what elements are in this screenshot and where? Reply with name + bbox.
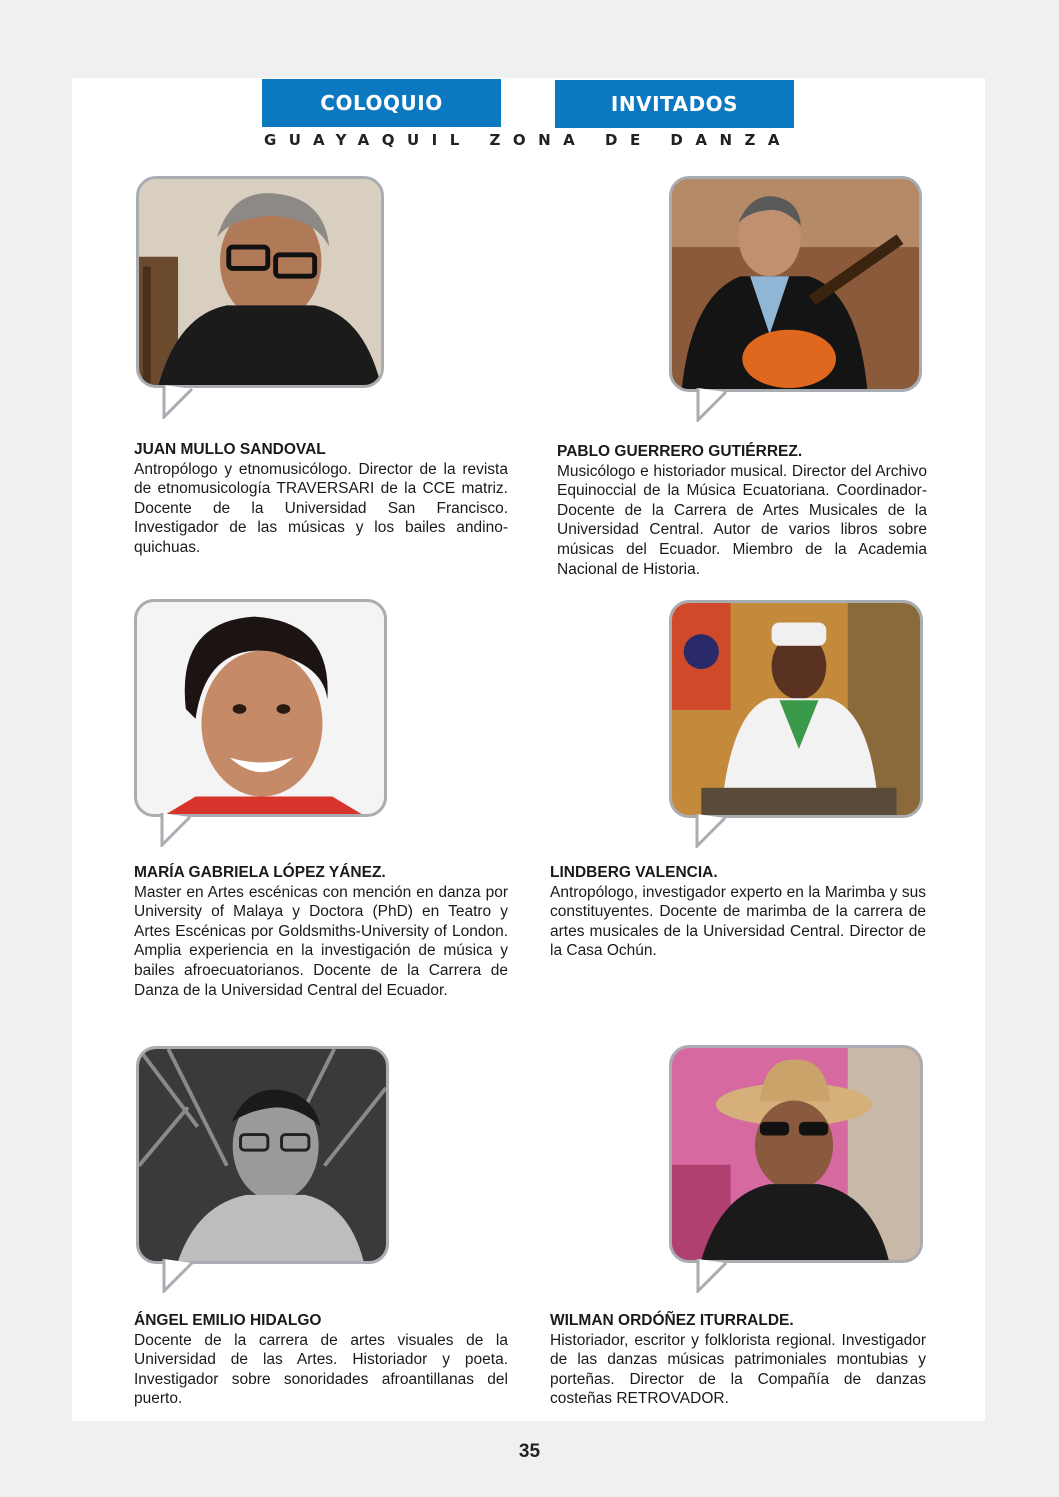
speech-tail [162,385,194,419]
guest-name: JUAN MULLO SANDOVAL [134,441,326,458]
bio-lindberg-valencia [550,863,926,961]
event-subtitle: GUAYAQUIL ZONA DE DANZA [263,131,793,149]
guest-name: WILMAN ORDÓÑEZ ITURRALDE. [550,1312,794,1329]
guest-bio: Musicólogo e historiador musical. Director del Archivo Equinoccial de la Música Ecuatoriana. Coordinador-Docente de la Carrera de Artes Musicales de la Universidad Central. Autor de varios libros sobre músicas del Ecuador. Miembro de la Academia Nacional de Historia. [557,462,927,578]
invitados-tag: INVITADOS [555,80,794,128]
photo-wilman-ordonez [669,1045,923,1263]
speech-tail [695,814,727,848]
guest-bio: Antropólogo y etnomusicólogo. Director de la revista de etnomusicología TRAVERSARI de la CCE matriz. Docente de la Universidad San Francisco. Investigador de las músicas y los bailes andino-quichuas. [134,460,508,556]
bio-juan-mullo [134,440,508,558]
bio-pablo-guerrero [557,442,927,579]
guest-bio: Antropólogo, investigador experto en la Marimba y sus constituyentes. Docente de marimba de la carrera de artes musicales de la Universidad Central. Director de la Casa Ochún. [550,883,926,960]
page-number: 35 [518,1441,541,1462]
guest-bio: Historiador, escritor y folklorista regional. Investigador de las danzas músicas patrimoniales montubias y porteñas. Director de la Compañía de danzas costeñas RETROVADOR. [550,1331,926,1408]
coloquio-tag: COLOQUIO [262,79,501,127]
guest-bio: Master en Artes escénicas con mención en danza por University of Malaya y Doctora (PhD) en Teatro y Artes Escénicas por Goldsmiths-University of London. Amplia experiencia en la investigación de música y bailes afroecuatorianos. Docente de la Carrera de Danza de la Universidad Central del Ecuador. [134,883,508,999]
photo-maria-gabriela [134,599,387,817]
photo-juan-mullo [136,176,384,388]
photo-angel-emilio [136,1046,389,1264]
bio-wilman-ordonez [550,1311,926,1409]
guest-name: ÁNGEL EMILIO HIDALGO [134,1312,322,1329]
bio-angel-emilio [134,1311,508,1409]
photo-pablo-guerrero [669,176,922,392]
speech-tail [696,388,728,422]
speech-tail [160,813,192,847]
guest-bio: Docente de la carrera de artes visuales de la Universidad de las Artes. Historiador y poeta. Investigador sobre sonoridades afroantillanas del puerto. [134,1331,508,1408]
bio-maria-gabriela [134,863,508,1000]
guest-name: PABLO GUERRERO GUTIÉRREZ. [557,443,803,460]
photo-lindberg-valencia [669,600,923,818]
guest-name: MARÍA GABRIELA LÓPEZ YÁNEZ. [134,864,386,881]
speech-tail [696,1259,728,1293]
guest-name: LINDBERG VALENCIA. [550,864,718,881]
speech-tail [162,1259,194,1293]
